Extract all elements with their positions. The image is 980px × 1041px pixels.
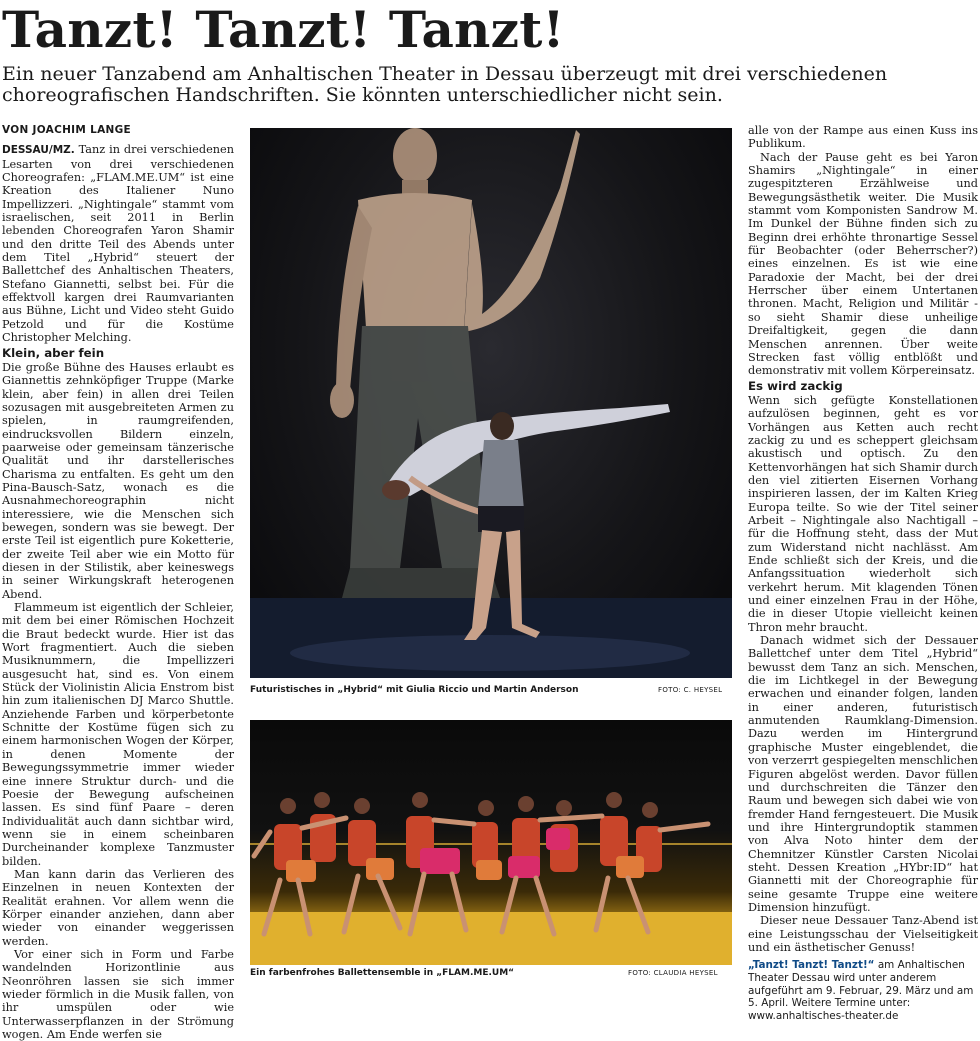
info-text: am Anhaltischen Theater Dessau wird unter anderem aufgeführt am 9. Februar, 29. März und am 5. April. Weitere Termine unter: www.anhaltisches-theater.de [748, 959, 974, 1022]
paragraph: Wenn sich gefügte Konstellationen aufzulösen beginnen, geht es vor Vorhängen aus Ketten auch recht zackig zu und es scheppert gleichsam akustisch und optisch. Zu den Kettenvorhängen hat sich Shamir durch den viel zitierten Eisernen Vorhang inspirieren lassen, der im Kalten Krieg Europa teilte. So wie der Titel seiner Arbeit – Nightingale also Nachtigall – für die Hoffnung steht, dass der Mut zum Widerstand nicht nachlässt. Am Ende schließt sich der Kreis, und die Anfangssituation wiederholt sich verkehrt herum. Mit klagenden Tönen und einer einzelnen Frau in der Höhe, die in dieser Utopie vielleicht keinen Thron mehr braucht. [748, 393, 978, 634]
photo-credit: FOTO: C. HEYSEL [658, 686, 723, 694]
paragraph-text: Tanz in drei verschiedenen Lesarten von drei verschiedenen Choreografen: „FLAM.ME.UM“ ist eine Kreation des Italiener Nuno Impellizzeri. „Nightingale“ stammt vom israelischen, seit 2011 in Berlin lebenden Choreografen Yaron Shamir und den dritte Teil des Abends unter dem Titel „Hybrid“ steuert der Ballettchef des Anhaltischen Theaters, Stefano Giannetti, selbst bei. Für die effektvoll kargen drei Raumvarianten aus Bühne, Licht und Video steht Guido Petzold und für die Kostüme Christopher Melching. [2, 143, 234, 345]
paragraph: Die große Bühne des Hauses erlaubt es Giannettis zehnköpfiger Truppe (Marke klein, aber fein) in allen drei Teilen sozusagen mit ausgebreiteten Armen zu spielen, in raumgreifenden, eindrucksvollen Bildern einzeln, paarweise oder gemeinsam tänzerische Qualität und ihr darstellerisches Charisma zu entfalten. Es geht um den Pina-Bausch-Satz, wonach es die Ausnahmechoreographin nicht interessiere, wie die Menschen sich bewegen, sondern was sie bewegt. Der erste Teil ist eigentlich pure Koketterie, der zweite Teil aber wie ein Motto für diesen in der Stilistik, aber keineswegs in seiner Wirkungskraft heterogenen Abend. [2, 360, 234, 601]
article-column-3 [748, 124, 978, 1022]
info-title: „Tanzt! Tanzt! Tanzt!“ [748, 959, 875, 972]
paragraph: Dieser neue Dessauer Tanz-Abend ist eine Leistungsschau der Vielseitigkeit und ein ästhetischer Genuss! [748, 914, 978, 954]
photo-flammeum [250, 720, 732, 965]
paragraph [2, 143, 234, 344]
photo-hybrid-illustration [250, 128, 732, 678]
paragraph: Vor einer sich in Form und Farbe wandelnden Horizontlinie aus Neonröhren lassen sie sich immer wieder förmlich in die Musik fallen, von ihr umspülen oder wie Unterwasserpflanzen in der Strömung wogen. Am Ende werfen sie [2, 947, 234, 1041]
byline: VON JOACHIM LANGE [2, 124, 131, 136]
paragraph: Flammeum ist eigentlich der Schleier, mit dem bei einer Römischen Hochzeit die Braut bedeckt wurde. Hier ist das Wort fragmentiert. Auch die sieben Musiknummern, die Impellizzeri ausgesucht hat, sind es. Von einem Stück der Violinistin Alicia Enstrom bist hin zum italienischen DJ Marco Shuttle. Anziehende Farben und körperbetonte Schnitte der Kostüme fügen sich zu einem harmonischen Wogen der Körper, in denen Momente der Bewegungssymmetrie immer wieder eine innere Struktur durch- und die Poesie der Bewegung aufscheinen lassen. Es sind fünf Paare – deren Individualität auch dann sichtbar wird, wenn sie in einem scheinbaren Durcheinander komplexe Tanzmuster bilden. [2, 601, 234, 868]
photo-flammeum-illustration [250, 720, 732, 965]
article-column-1 [2, 124, 234, 1041]
photo-caption: Futuristisches in „Hybrid“ mit Giulia Riccio und Martin Anderson [250, 685, 579, 695]
dateline: DESSAU/MZ. [2, 144, 75, 157]
subheading-es-wird-zackig: Es wird zackig [748, 378, 843, 393]
photo-credit: FOTO: CLAUDIA HEYSEL [628, 969, 718, 977]
photo-hybrid [250, 128, 732, 678]
paragraph: alle von der Rampe aus einen Kuss ins Publikum. [748, 124, 978, 151]
projected-dancer [330, 128, 580, 598]
standfirst: Ein neuer Tanzabend am Anhaltischen Theater in Dessau überzeugt mit drei verschiedenen choreografischen Handschriften. Sie könnten unterschiedlicher nicht sein. [2, 63, 888, 107]
headline: Tanzt! Tanzt! Tanzt! [2, 0, 565, 59]
performance-info-box [748, 959, 978, 1022]
paragraph: Nach der Pause geht es bei Yaron Shamirs „Nightingale“ in einer zugespitzteren Erzählweise und Bewegungsästhetik weiter. Die Musik stammt vom Komponisten Sandrow M. Im Dunkel der Bühne finden sich zu Beginn drei erhöhte thronartige Sessel für Beobachter (oder Beherrscher?) eines einzelnen. Es ist wie eine Paradoxie der Macht, bei der drei Herrscher über einem Untertanen thronen. Macht, Religion und Militär - so sieht Shamir diese unheilige Dreifaltigkeit, gegen die dann Menschen anrennen. Über weite Strecken fast völlig entblößt und demonstrativ mit vollem Körpereinsatz. [748, 150, 978, 378]
subheading-klein-aber-fein: Klein, aber fein [2, 345, 105, 360]
photo-caption: Ein farbenfrohes Ballettensemble in „FLAM.ME.UM“ [250, 968, 515, 978]
paragraph: Danach widmet sich der Dessauer Ballettchef unter dem Titel „Hybrid“ bewusst dem Tanz an sich. Menschen, die im Lichtkegel in der Bewegung erwachen und einander folgen, landen in einer anderen, futuristisch anmutenden Raumklang-Dimension. Dazu werden im Hintergrund graphische Muster eingeblendet, die von verzerrt gespiegelten menschlichen Figuren abgelöst werden. Davor füllen und durchschreiten die Tänzer den Raum und bewegen sich dabei wie von fremder Hand ferngesteuert. Die Musik und ihre Hintergrundoptik stammen von Alva Noto hinter dem der Chemnitzer Künstler Carsten Nicolai steht. Dessen Kreation „HYbr:ID“ hat Giannetti mit der Choreographie für seine gesamte Truppe eine weitere Dimension hinzufügt. [748, 634, 978, 914]
paragraph: Man kann darin das Verlieren des Einzelnen in neuen Kontexten der Realität erahnen. Vor allem wenn die Körper einander anziehen, dann aber wieder von einander weggerissen werden. [2, 867, 234, 948]
